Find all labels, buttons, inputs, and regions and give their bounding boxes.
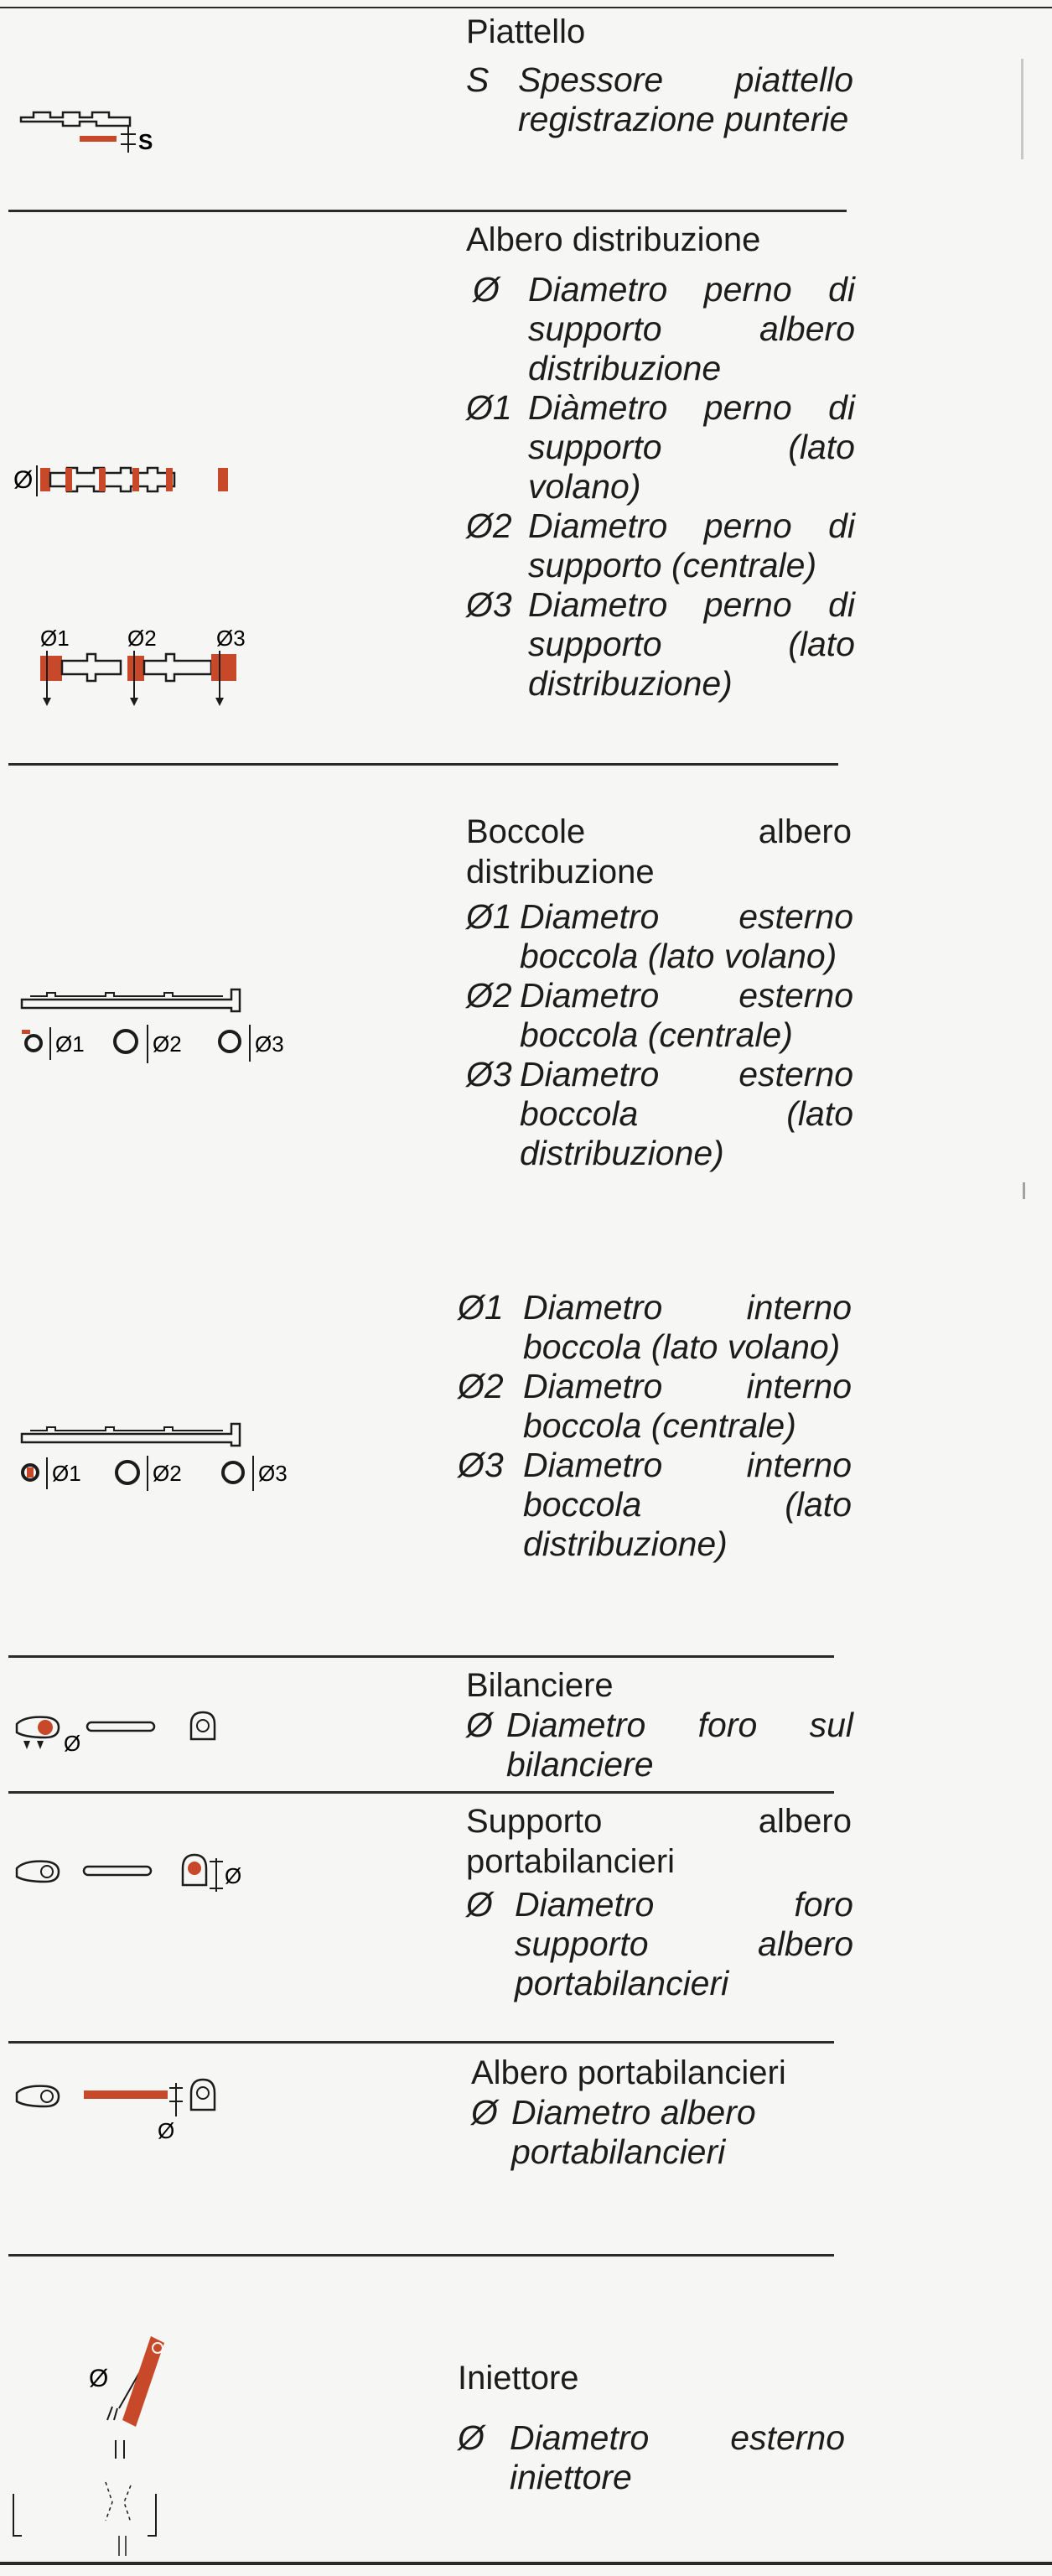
divider bbox=[8, 2254, 834, 2257]
section-albero-portabilancieri bbox=[471, 2053, 865, 2172]
figure-label: Ø1 bbox=[52, 1461, 81, 1486]
section-title: Supporto albero portabilancieri bbox=[466, 1803, 852, 1880]
entry-text: Spessore piattello registrazione punterie bbox=[518, 60, 853, 138]
portabilancieri-figure bbox=[12, 2070, 246, 2153]
entry bbox=[458, 2418, 860, 2497]
entry-symbol: Ø3 bbox=[466, 585, 512, 624]
figure-label: Ø2 bbox=[153, 1461, 182, 1486]
section-title: Boccole albero distribuzione bbox=[466, 813, 852, 891]
section-title: Albero portabilancieri bbox=[471, 2054, 786, 2091]
bilanciere-figure bbox=[12, 1702, 230, 1769]
albero-figure-2 bbox=[34, 621, 268, 713]
entry-symbol: Ø1 bbox=[466, 388, 512, 427]
entry-text: Diametro perno di supporto (lato distribuzione) bbox=[528, 585, 855, 703]
albero-figure-1 bbox=[12, 444, 246, 503]
figure-label: Ø1 bbox=[40, 626, 70, 651]
entry bbox=[466, 270, 860, 388]
entry-symbol: Ø1 bbox=[466, 897, 512, 936]
page-speck bbox=[1023, 1182, 1025, 1199]
entry bbox=[458, 1446, 860, 1564]
figure-label: Ø bbox=[225, 1863, 242, 1888]
entry bbox=[466, 506, 860, 585]
entry-text: Diametro interno boccola (centrale) bbox=[523, 1367, 852, 1445]
figure-label: Ø bbox=[158, 2118, 175, 2143]
entry-text: Diametro interno boccola (lato volano) bbox=[523, 1288, 852, 1366]
figure-label: Ø bbox=[64, 1731, 81, 1756]
piattello-figure bbox=[17, 92, 184, 159]
entry bbox=[458, 1367, 860, 1446]
entry-symbol: Ø1 bbox=[458, 1288, 504, 1327]
figure-label: Ø bbox=[89, 2365, 109, 2392]
section-title: Iniettore bbox=[458, 2360, 579, 2397]
entry-symbol: S bbox=[466, 60, 490, 99]
figure-label: Ø3 bbox=[216, 626, 246, 651]
entry-text: Diametro interno boccola (lato distribuzione) bbox=[523, 1446, 852, 1563]
entry bbox=[471, 2093, 865, 2172]
section-title: Albero distribuzione bbox=[466, 221, 761, 258]
section-title: Piattello bbox=[466, 13, 586, 50]
entry-text: Diametro foro sul bilanciere bbox=[506, 1706, 853, 1784]
entry-symbol: Ø3 bbox=[458, 1446, 504, 1484]
section-iniettore bbox=[458, 2358, 860, 2497]
page-speck bbox=[1021, 59, 1023, 159]
figure-label: Ø bbox=[13, 466, 34, 494]
figure-label: Ø2 bbox=[127, 626, 157, 651]
entry bbox=[466, 388, 860, 506]
iniettore-figure bbox=[8, 2314, 226, 2566]
entry-text: Diametro esterno iniettore bbox=[510, 2418, 845, 2496]
section-supporto bbox=[466, 1801, 860, 2003]
figure-label: Ø3 bbox=[258, 1461, 288, 1486]
entry-text: Diametro albero portabilancieri bbox=[511, 2093, 756, 2171]
figure-label: Ø1 bbox=[55, 1031, 85, 1057]
section-piattello bbox=[466, 12, 860, 139]
entry-text: Diametro esterno boccola (lato distribuzione) bbox=[520, 1055, 853, 1172]
entry-text: Diametro perno di supporto (centrale) bbox=[528, 506, 855, 584]
entry-text: Diametro esterno boccola (lato volano) bbox=[520, 897, 853, 975]
figure-label: S bbox=[138, 129, 153, 154]
entry bbox=[466, 60, 860, 139]
entry-symbol: Ø2 bbox=[466, 976, 512, 1015]
entry-symbol: Ø bbox=[458, 2418, 485, 2457]
entry-symbol: Ø bbox=[471, 2093, 498, 2132]
entry-symbol: Ø2 bbox=[458, 1367, 504, 1405]
boccole-interno-figure bbox=[13, 1415, 288, 1499]
divider bbox=[8, 2041, 834, 2044]
divider bbox=[8, 1791, 834, 1794]
divider bbox=[8, 210, 847, 212]
entry bbox=[458, 1288, 860, 1367]
entry-symbol: Ø3 bbox=[466, 1055, 512, 1093]
entry bbox=[466, 976, 860, 1055]
entry-text: Diametro foro supporto albero portabilancieri bbox=[515, 1885, 853, 2002]
figure-label: Ø2 bbox=[153, 1031, 182, 1057]
entry bbox=[466, 1055, 860, 1173]
section-albero-distribuzione bbox=[466, 220, 860, 704]
divider bbox=[8, 763, 838, 766]
entry-symbol: Ø bbox=[466, 1706, 493, 1744]
entry-text: Diametro esterno boccola (centrale) bbox=[520, 976, 853, 1054]
divider bbox=[8, 1655, 834, 1658]
entry bbox=[466, 1885, 860, 2003]
entry bbox=[466, 585, 860, 704]
section-bilanciere bbox=[466, 1665, 860, 1784]
figure-label: Ø3 bbox=[255, 1031, 284, 1057]
section-boccole bbox=[466, 812, 860, 1173]
entry bbox=[466, 1706, 860, 1784]
section-boccole-interno bbox=[458, 1288, 860, 1564]
entry-symbol: Ø2 bbox=[466, 506, 512, 545]
boccole-esterno-figure bbox=[13, 981, 282, 1073]
top-rule bbox=[0, 7, 1052, 8]
entry-text: Diàmetro perno di supporto (lato volano) bbox=[528, 388, 855, 506]
entry-text: Diametro perno di supporto albero distribuzione bbox=[528, 270, 855, 387]
supporto-figure bbox=[12, 1845, 280, 1912]
entry-symbol: Ø bbox=[473, 270, 500, 309]
section-title: Bilanciere bbox=[466, 1667, 614, 1704]
entry-symbol: Ø bbox=[466, 1885, 493, 1924]
entry bbox=[466, 897, 860, 976]
